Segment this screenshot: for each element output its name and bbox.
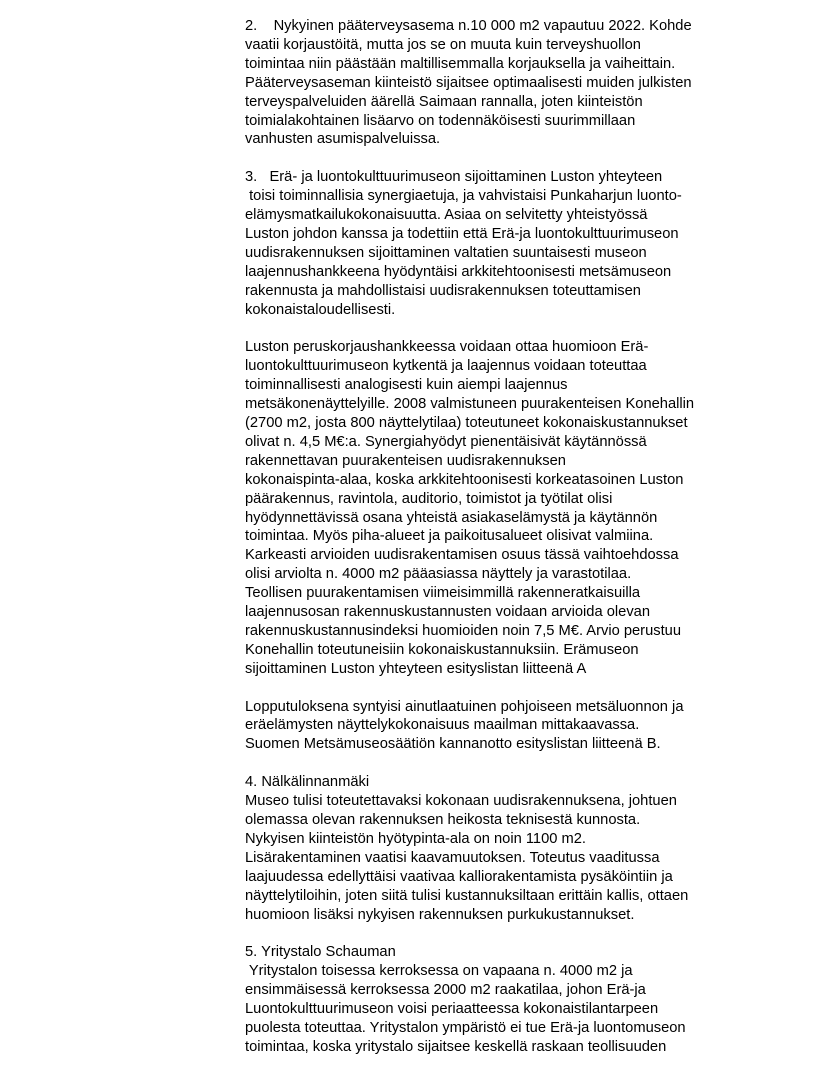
text-line: 3. Erä- ja luontokulttuurimuseon sijoittaminen Luston yhteyteen — [245, 169, 663, 186]
paragraph-lusto-renovation — [245, 338, 785, 678]
text-line: olemassa olevan rakennuksen heikosta teknisestä kunnosta. — [245, 812, 641, 828]
paragraph-item-2 — [245, 17, 785, 149]
text-line: toimintaa. Myös piha-alueet ja paikoitusalueet olisivat valmiina. — [245, 528, 654, 545]
section-heading: 5. Yritystalo Schauman — [245, 944, 396, 961]
text-line: päärakennus, ravintola, auditorio, toimistot ja työtilat olisi — [245, 490, 613, 507]
text-line: olivat n. 4,5 M€:a. Synergiahyödyt pienentäisivät käytännössä — [245, 433, 647, 450]
text-line: toiminnallisesti analogisesti kuin aiempi laajennus — [245, 377, 568, 394]
text-line: olisi arviolta n. 4000 m2 pääasiassa näyttely ja varastotilaa. — [245, 566, 632, 583]
text-line: laajennusosan rakennuskustannusten voidaan arvioida olevan — [245, 604, 651, 621]
text-line: Museo tulisi toteutettavaksi kokonaan uudisrakennuksena, johtuen — [245, 793, 677, 810]
text-line: Karkeasti arvioiden uudisrakentamisen osuus tässä vaihtoehdossa — [245, 547, 679, 564]
text-line: toimintaa niin päästään maltillisemmalla korjauksella ja vaiheittain. — [245, 55, 676, 72]
text-line: 2. Nykyinen pääterveysasema n.10 000 m2 vapautuu 2022. Kohde — [245, 18, 692, 34]
text-line: ensimmäisessä kerroksessa 2000 m2 raakatilaa, johon Erä-ja — [245, 982, 646, 999]
text-line: rakennuskustannusindeksi huomioiden noin 7,5 M€. Arvio perustuu — [245, 622, 681, 639]
text-line: terveyspalveluiden äärellä Saimaan rannalla, joten kiinteistön — [245, 93, 643, 110]
text-line: puolesta toteuttaa. Yritystalon ympäristö ei tue Erä-ja luontomuseon — [245, 1019, 686, 1036]
text-line: rakennusta ja mahdollistaisi uudisrakennuksen toteuttamisen — [245, 282, 641, 299]
paragraph-conclusion — [245, 698, 785, 755]
text-line: Lisärakentaminen vaatisi kaavamuutoksen. Toteutus vaaditussa — [245, 849, 660, 866]
paragraph-item-5 — [245, 943, 785, 1056]
text-line: sijoittaminen Luston yhteyteen esityslistan liitteenä A — [245, 660, 587, 677]
text-line: Luston peruskorjaushankkeessa voidaan ottaa huomioon Erä- — [245, 339, 649, 356]
text-line: huomioon lisäksi nykyisen rakennuksen purkukustannukset. — [245, 906, 635, 923]
text-line: toimialakohtainen lisäarvo on todennäköisesti suurimmillaan — [245, 112, 636, 129]
text-line: kokonaistaloudellisesti. — [245, 301, 396, 318]
paragraph-item-3 — [245, 168, 785, 319]
text-line: Nykyisen kiinteistön hyötypinta-ala on noin 1100 m2. — [245, 830, 586, 847]
text-line: rakennettavan puurakenteisen uudisrakennuksen — [245, 452, 566, 469]
text-line: Pääterveysaseman kiinteistö sijaitsee optimaalisesti muiden julkisten — [245, 74, 692, 91]
text-line: Luston johdon kanssa ja todettiin että Erä-ja luontokulttuurimuseon — [245, 225, 679, 242]
section-heading: 4. Nälkälinnanmäki — [245, 774, 370, 791]
text-line: toimintaa, koska yritystalo sijaitsee keskellä raskaan teollisuuden — [245, 1038, 667, 1055]
text-line: vaatii korjaustöitä, mutta jos se on muuta kuin terveyshuollon — [245, 36, 641, 53]
text-line: Lopputuloksena syntyisi ainutlaatuinen pohjoiseen metsäluonnon ja — [245, 698, 684, 715]
text-line: Konehallin toteutuneisiin kokonaiskustannuksiin. Erämuseon — [245, 641, 639, 658]
text-line: elämysmatkailukokonaisuutta. Asiaa on selvitetty yhteistyössä — [245, 207, 648, 224]
text-line: luontokulttuurimuseon kytkentä ja laajennus voidaan toteuttaa — [245, 358, 647, 375]
paragraph-item-4 — [245, 773, 785, 924]
text-line: kokonaispinta-alaa, koska arkkitehtoonisesti korkeatasoinen Luston — [245, 471, 684, 488]
text-line: eräelämysten näyttelykokonaisuus maailman mittakaavassa. — [245, 717, 640, 734]
document-page — [245, 17, 785, 1076]
text-line: metsäkonenäyttelyille. 2008 valmistuneen puurakenteisen Konehallin — [245, 396, 695, 413]
text-line: (2700 m2, josta 800 näyttelytilaa) toteutuneet kokonaiskustannukset — [245, 415, 688, 431]
text-line: toisi toiminnallisia synergiaetuja, ja vahvistaisi Punkaharjun luonto- — [245, 188, 682, 205]
text-line: laajennushankkeena hyödyntäisi arkkitehtoonisesti metsämuseon — [245, 263, 672, 280]
text-line: laajuudessa edellyttäisi vaativaa kalliorakentamista pysäköintiin ja — [245, 868, 673, 885]
text-line: Teollisen puurakentamisen viimeisimmillä rakenneratkaisuilla — [245, 585, 641, 602]
text-line: Yritystalon toisessa kerroksessa on vapaana n. 4000 m2 ja — [245, 963, 633, 980]
text-line: Suomen Metsämuseosäätiön kannanotto esityslistan liitteenä B. — [245, 736, 661, 753]
text-line: hyödynnettävissä osana yhteistä asiakaselämystä ja käytännön — [245, 509, 658, 526]
text-line: Luontokulttuurimuseon voisi periaatteessa kokonaistilantarpeen — [245, 1001, 659, 1018]
text-line: näyttelytiloihin, joten siitä tulisi kustannuksiltaan erittäin kallis, ottaen — [245, 887, 689, 904]
text-line: vanhusten asumispalveluissa. — [245, 131, 441, 148]
text-line: uudisrakennuksen sijoittaminen valtatien suuntaisesti museon — [245, 244, 647, 261]
